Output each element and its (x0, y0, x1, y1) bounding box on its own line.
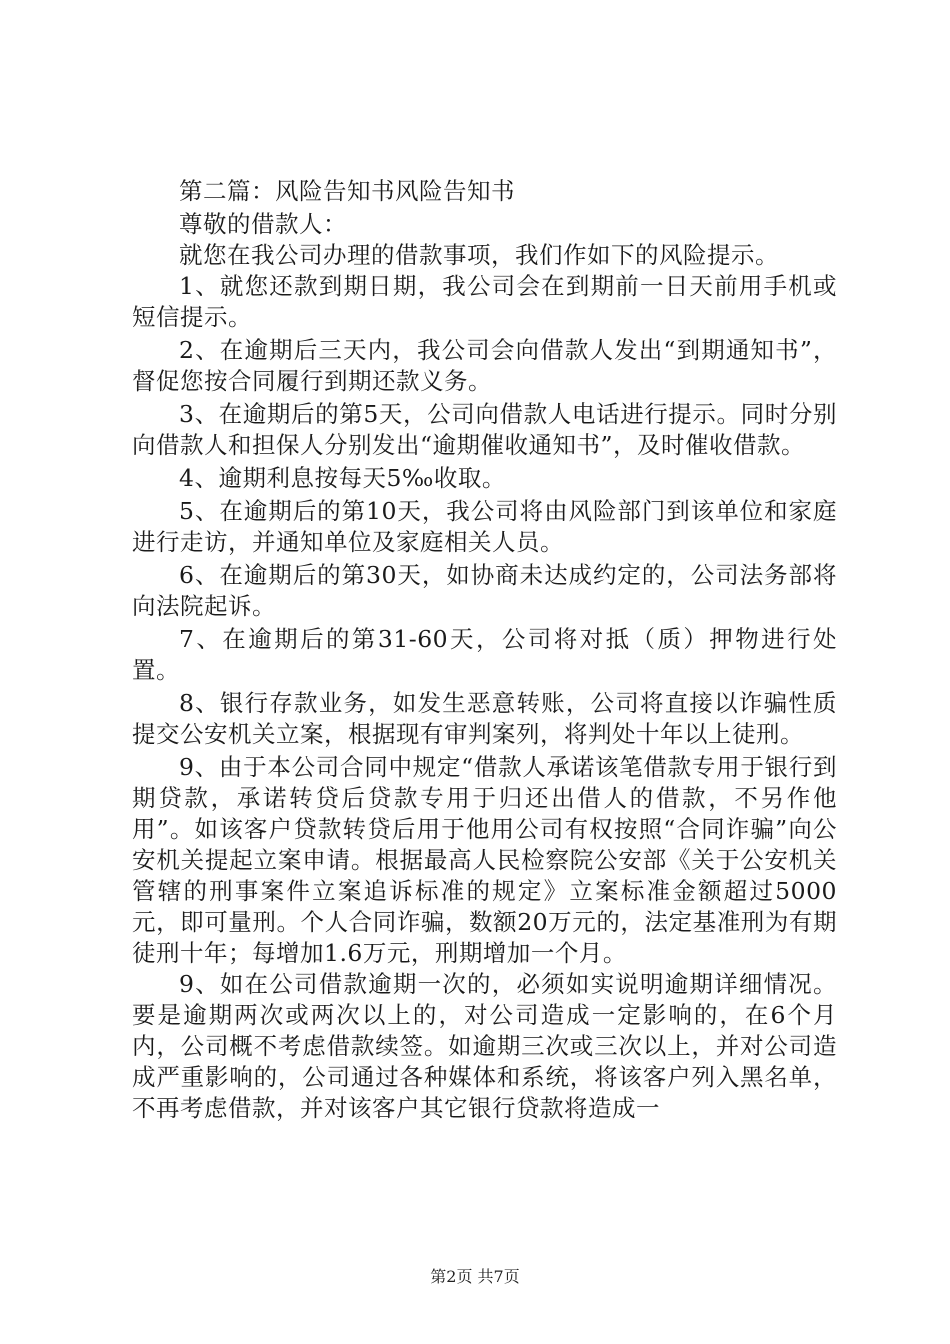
salutation: 尊敬的借款人： (179, 210, 347, 238)
item-paragraph: 6、在逾期后的第30天，如协商未达成约定的，公司法务部将向法院起诉。 (132, 561, 837, 620)
item-paragraph: 4、逾期利息按每天5‰收取。 (179, 464, 506, 492)
document-body (132, 176, 837, 1124)
document-title: 第二篇：风险告知书风险告知书 (179, 177, 515, 205)
item-paragraph: 1、就您还款到期日期，我公司会在到期前一日天前用手机或短信提示。 (132, 272, 837, 331)
item-paragraph: 9、如在公司借款逾期一次的，必须如实说明逾期详细情况。要是逾期两次或两次以上的，对公司造成一定影响的，在6个月内，公司概不考虑借款续签。如逾期三次或三次以上，并对公司造成严重影响的，公司通过各种媒体和系统，将该客户列入黑名单，不再考虑借款，并对该客户其它银行贷款将造成一 (132, 970, 837, 1122)
item-paragraph: 3、在逾期后的第5天，公司向借款人电话进行提示。同时分别向借款人和担保人分别发出“逾期催收通知书”，及时催收借款。 (132, 400, 837, 459)
item-paragraph: 5、在逾期后的第10天，我公司将由风险部门到该单位和家庭进行走访，并通知单位及家庭相关人员。 (132, 497, 837, 556)
item-paragraph: 7、在逾期后的第31-60天，公司将对抵（质）押物进行处置。 (132, 625, 837, 684)
page-footer (0, 1267, 950, 1287)
item-paragraph: 8、银行存款业务，如发生恶意转账，公司将直接以诈骗性质提交公安机关立案，根据现有审判案列，将判处十年以上徒刑。 (132, 689, 837, 748)
page-number-label: 第2页 共7页 (430, 1267, 520, 1286)
item-paragraph: 9、由于本公司合同中规定“借款人承诺该笔借款专用于银行到期贷款，承诺转贷后贷款专用于归还出借人的借款，不另作他用”。如该客户贷款转贷后用于他用公司有权按照“合同诈骗”向公安机关提起立案申请。根据最高人民检察院公安部《关于公安机关管辖的刑事案件立案追诉标准的规定》立案标准金额超过5000元，即可量刑。个人合同诈骗，数额20万元的，法定基准刑为有期徒刑十年；每增加1.6万元，刑期增加一个月。 (132, 753, 837, 967)
intro-paragraph: 就您在我公司办理的借款事项，我们作如下的风险提示。 (179, 241, 779, 269)
item-paragraph: 2、在逾期后三天内，我公司会向借款人发出“到期通知书”，督促您按合同履行到期还款义务。 (132, 336, 837, 395)
